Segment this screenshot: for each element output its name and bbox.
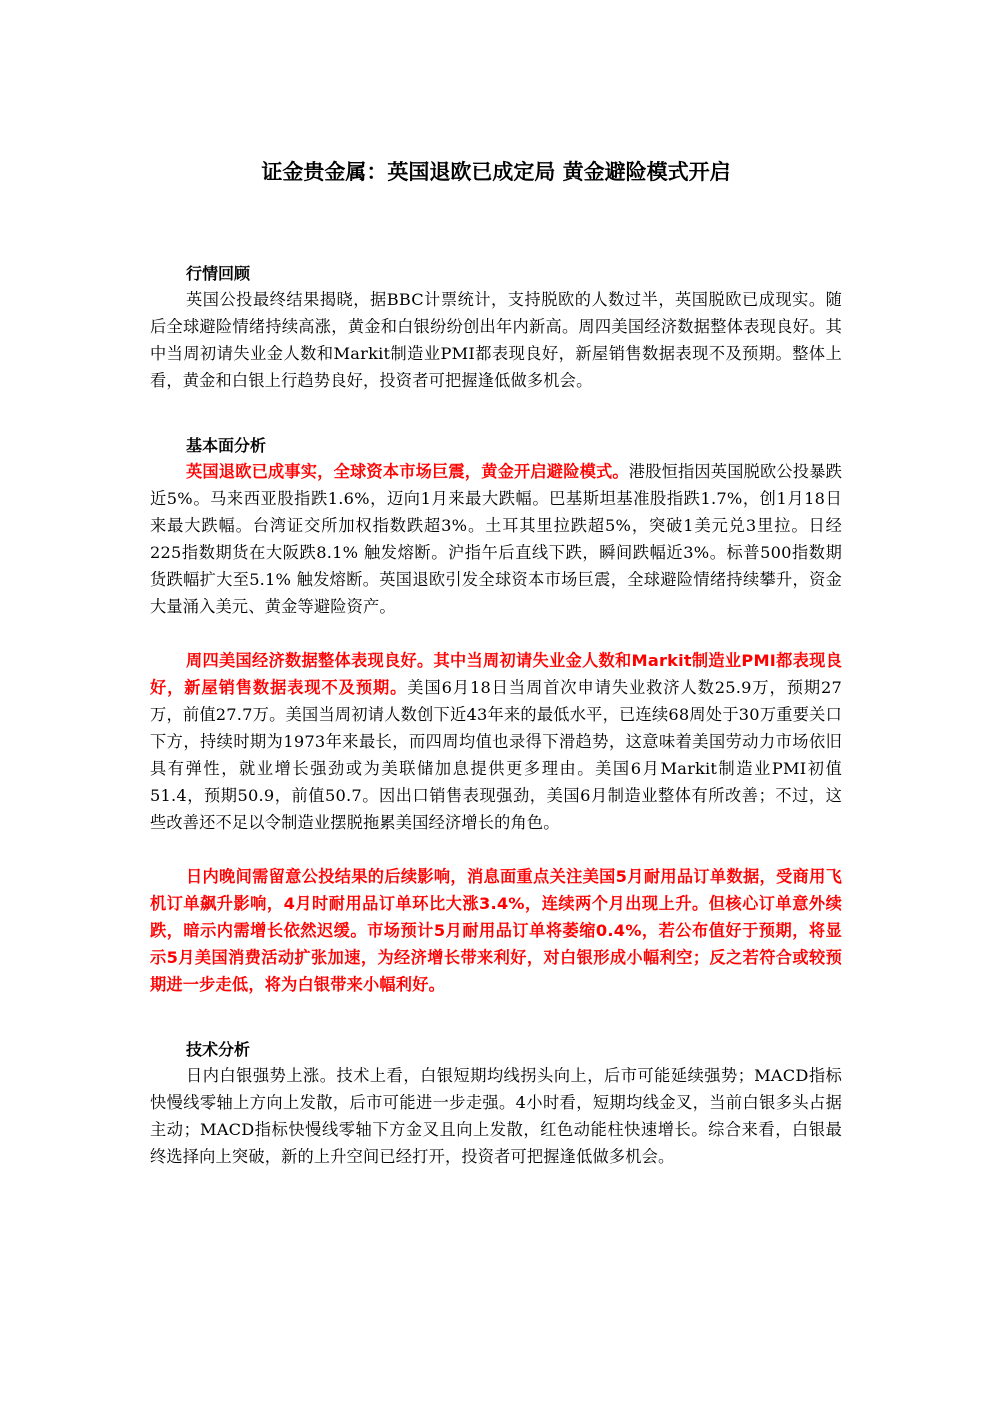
- spacer: [150, 394, 842, 434]
- document-title: 证金贵金属：英国退欧已成定局 黄金避险模式开启: [261, 160, 731, 184]
- section-heading-fundamental: 基本面分析: [186, 436, 267, 455]
- document-page: [150, 152, 842, 1170]
- technical-paragraph: 日内白银强势上涨。技术上看，白银短期均线拐头向上，后市可能延续强势；MACD指标快慢线零轴上方向上发散，后市可能进一步走强。4小时看，短期均线金叉，当前白银多头占据主动；MACD指标快慢线零轴下方金叉且向上发散，红色动能柱快速增长。综合来看，白银最终选择向上突破，新的上升空间已经打开，投资者可把握逢低做多机会。: [150, 1066, 842, 1166]
- body-text: 港股恒指因英国脱欧公投暴跌近5%。马来西亚股指跌1.6%，迈向1月来最大跌幅。巴基斯坦基准股指跌1.7%，创1月18日来最大跌幅。台湾证交所加权指数跌超3%。土耳其里拉跌超5%，突破1美元兑3里拉。日经225指数期货在大阪跌8.1% 触发熔断。沪指午后直线下跌，瞬间跌幅近3%。标普500指数期货跌幅扩大至5.1% 触发熔断。英国退欧引发全球资本市场巨震，全球避险情绪持续攀升，资金大量涌入美元、黄金等避险资产。: [150, 462, 842, 616]
- highlight-text: 日内晚间需留意公投结果的后续影响，消息面重点关注美国5月耐用品订单数据，受商用飞机订单飙升影响，4月时耐用品订单环比大涨3.4%，连续两个月出现上升。但核心订单意外续跌，暗示内需增长依然迟缓。市场预计5月耐用品订单将萎缩0.4%，若公布值好于预期，将显示5月美国消费活动扩张加速，为经济增长带来利好，对白银形成小幅利空；反之若符合或较预期进一步走低，将为白银带来小幅利好。: [150, 867, 842, 994]
- spacer: [150, 620, 842, 647]
- highlight-text: 周四美国经济数据整体表现良好。其中当周初请失业金人数和Markit制造业PMI都表现良好，新屋销售数据表现不及预期。: [150, 651, 842, 697]
- body-text: 美国6月18日当周首次申请失业救济人数25.9万，预期27万，前值27.7万。美国当周初请人数创下近43年来的最低水平，已连续68周处于30万重要关口下方，持续时期为1973年来最长，而四周均值也录得下滑趋势，这意味着美国劳动力市场依旧具有弹性，就业增长强劲或为美联储加息提供更多理由。美国6月Markit制造业PMI初值51.4，预期50.9，前值50.7。因出口销售表现强劲，美国6月制造业整体有所改善；不过，这些改善还不足以令制造业摆脱拖累美国经济增长的角色。: [150, 678, 842, 832]
- market-review-paragraph: 英国公投最终结果揭晓，据BBC计票统计，支持脱欧的人数过半，英国脱欧已成现实。随后全球避险情绪持续高涨，黄金和白银纷纷创出年内新高。周四美国经济数据整体表现良好。其中当周初请失业金人数和Markit制造业PMI都表现良好，新屋销售数据表现不及预期。整体上看，黄金和白银上行趋势良好，投资者可把握逢低做多机会。: [150, 290, 842, 390]
- section-heading-technical: 技术分析: [186, 1040, 251, 1059]
- fundamental-paragraph-2: [150, 647, 842, 836]
- section-heading-market-review: 行情回顾: [186, 264, 251, 283]
- section-technical-analysis: [150, 1038, 842, 1170]
- fundamental-paragraph-3: [150, 863, 842, 998]
- spacer: [150, 836, 842, 863]
- section-market-review: [150, 262, 842, 394]
- spacer: [150, 998, 842, 1038]
- section-fundamental-analysis: [150, 434, 842, 998]
- fundamental-paragraph-1: [150, 458, 842, 620]
- highlight-text: 英国退欧已成事实，全球资本市场巨震，黄金开启避险模式。: [186, 462, 629, 481]
